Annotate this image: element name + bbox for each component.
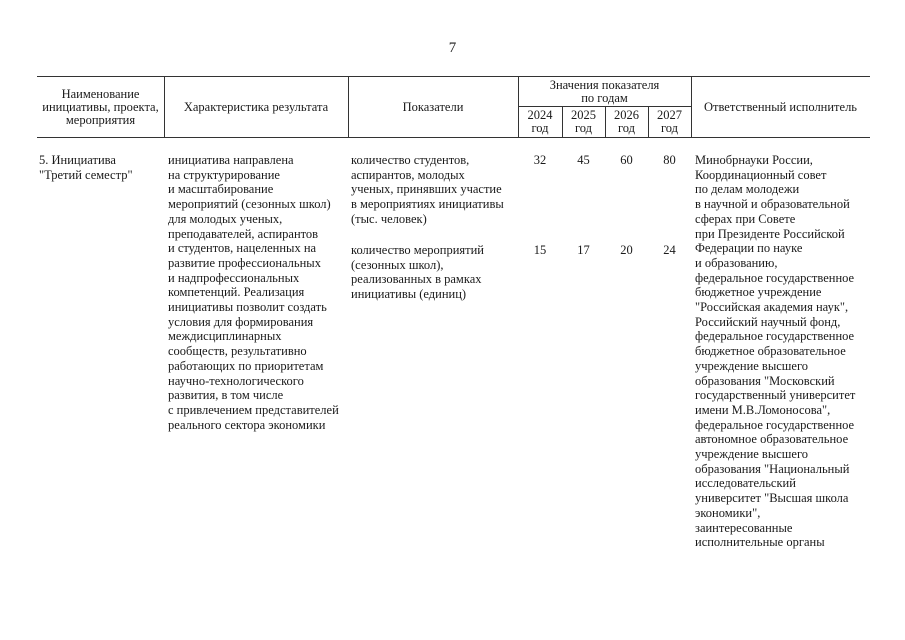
- indicator-2-value-2025: 17: [577, 243, 590, 257]
- indicator-1-value-2024: 32: [533, 153, 547, 167]
- indicator-1-value-2027: 80: [663, 153, 676, 167]
- indicator-1-value-2025: 45: [577, 153, 590, 167]
- header-year-2025: 2025 год: [571, 108, 596, 135]
- row-name: 5. Инициатива "Третий семестр": [39, 153, 133, 182]
- header-year-2026: 2026 год: [614, 108, 639, 135]
- row-responsible: Минобрнауки России, Координационный совет по делам молодежи в научной и образовательной сферах при Совете при Президенте Российской Федерации по науке и образованию, федеральное государственное бюджетное учреждение "Российская академия наук", Российский научный фонд, федеральное государственное бюджетное образовательное учреждение высшего образования "Московский государственный университет имени М.В.Ломоносова", федеральное государственное автономное образовательное учреждение высшего образования "Национальный исследовательский университет "Высшая школа экономики", заинтересованные исполнительные органы: [695, 153, 856, 550]
- header-characteristic: Характеристика результата: [183, 99, 329, 114]
- indicator-2-value-2026: 20: [620, 243, 633, 257]
- header-indicators: Показатели: [402, 99, 464, 114]
- indicator-2-text: количество мероприятий (сезонных школ), реализованных в рамках инициативы (единиц): [351, 243, 484, 302]
- indicator-2-value-2024: 15: [533, 243, 547, 257]
- row-characteristic: инициатива направлена на структурирование и масштабирование мероприятий (сезонных школ) для молодых ученых, преподавателей, аспирантов и студентов, нацеленных на развитие профессиональных и надпрофессиональных компетенций. Реализация инициативы позволит создать условия для формирования междисциплинарных сообществ, результативно работающих по приоритетам научно-технологического развития, в том числе с привлечением представителей реального сектора экономики: [168, 153, 339, 432]
- header-values-by-year: Значения показателя по годам: [549, 77, 660, 105]
- indicator-2-value-2027: 24: [663, 243, 676, 257]
- page-number: 7: [448, 40, 457, 56]
- header-name: Наименование инициативы, проекта, мероприятия: [42, 86, 159, 127]
- indicator-1-text: количество студентов, аспирантов, молодых ученых, принявших участие в мероприятиях инициативы (тыс. человек): [351, 153, 504, 226]
- indicator-1-value-2026: 60: [620, 153, 633, 167]
- header-responsible: Ответственный исполнитель: [703, 99, 858, 114]
- table-header-bottom-border: [37, 137, 870, 138]
- header-year-2027: 2027 год: [657, 108, 682, 135]
- header-year-2024: 2024 год: [527, 108, 553, 135]
